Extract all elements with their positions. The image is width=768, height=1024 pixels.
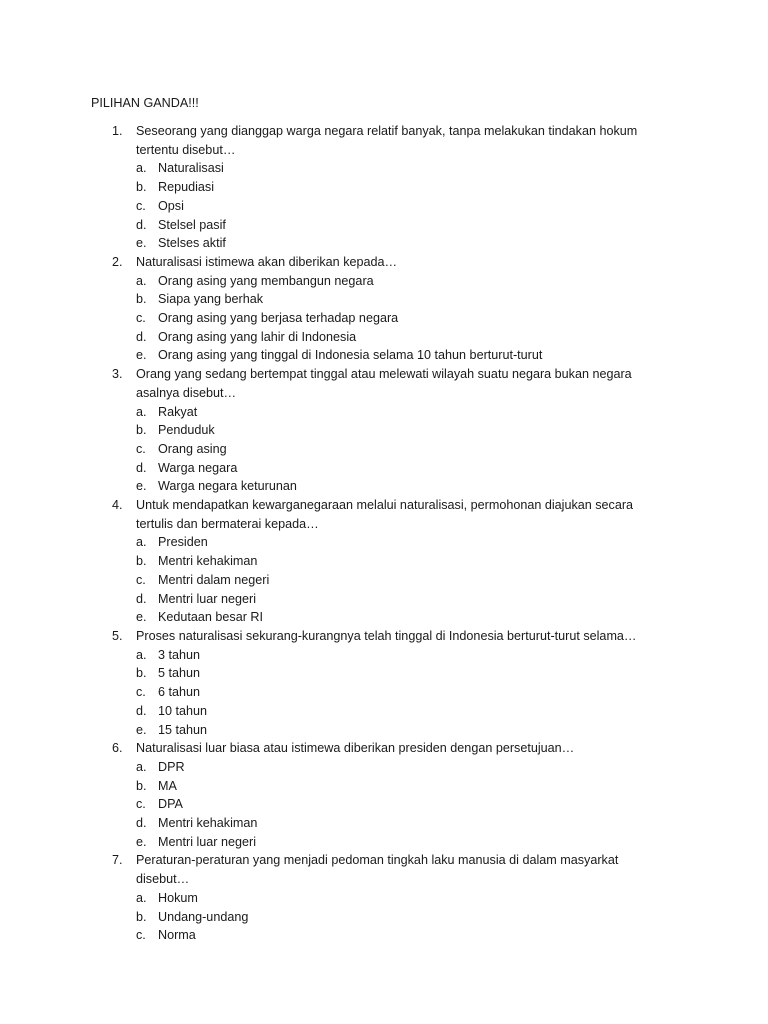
question-text: Naturalisasi istimewa akan diberikan kepada… [136,254,398,269]
answer-option [136,328,656,347]
option-text: Penduduk [158,423,215,438]
option-text: Orang asing yang lahir di Indonesia [158,329,357,344]
answer-option [136,403,656,422]
option-text: 3 tahun [158,647,201,662]
option-text: Kedutaan besar RI [158,610,264,625]
option-text: 5 tahun [158,666,201,681]
question-text: Orang yang sedang bertempat tinggal atau melewati wilayah suatu negara bukan negara asalnya disebut… [136,367,632,400]
answer-option [136,664,656,683]
answer-option [136,758,656,777]
option-text: 6 tahun [158,685,201,700]
answer-option [136,178,656,197]
answer-option [136,459,656,478]
question-number: 4. [112,498,123,513]
option-letter: e. [136,348,147,363]
option-text: Norma [158,928,196,943]
option-letter: c. [136,441,146,456]
question-number: 6. [112,741,123,756]
option-text: Hokum [158,890,198,905]
option-text: Orang asing yang membangun negara [158,273,374,288]
answer-option [136,702,656,721]
answer-option [136,552,656,571]
question-number: 1. [112,124,123,138]
option-letter: b. [136,180,147,195]
option-letter: b. [136,292,147,307]
option-letter: a. [136,890,147,905]
option-letter: c. [136,685,146,700]
option-letter: c. [136,928,146,943]
option-text: Stelses aktif [158,236,226,251]
question-number: 5. [112,628,123,643]
option-text: Mentri luar negeri [158,834,256,849]
answer-option [136,571,656,590]
option-text: Mentri dalam negeri [158,572,270,587]
document-title: PILIHAN GANDA!!! [91,96,199,110]
question-number: 7. [112,853,123,868]
option-text: Warga negara [158,460,238,475]
option-letter: a. [136,535,147,550]
answer-option [136,590,656,609]
answer-option [136,608,656,627]
answer-option [136,421,656,440]
option-letter: e. [136,479,147,494]
option-text: Warga negara keturunan [158,479,297,494]
answer-option [136,440,656,459]
question-number: 2. [112,254,123,269]
option-text: Mentri luar negeri [158,591,256,606]
option-letter: d. [136,591,147,606]
option-letter: c. [136,198,146,213]
option-list [136,758,656,852]
option-list [136,533,656,627]
option-letter: b. [136,778,147,793]
option-list [136,889,656,945]
option-letter: c. [136,797,146,812]
answer-option [136,234,656,253]
answer-option [136,908,656,927]
option-text: Siapa yang berhak [158,292,264,307]
answer-option [136,926,656,945]
option-text: Stelsel pasif [158,217,226,232]
question-text: Seseorang yang dianggap warga negara relatif banyak, tanpa melakukan tindakan hokum tertentu disebut… [136,124,638,157]
option-letter: c. [136,572,146,587]
option-letter: a. [136,759,147,774]
question-text: Naturalisasi luar biasa atau istimewa diberikan presiden dengan persetujuan… [136,741,575,756]
option-text: Repudiasi [158,180,215,195]
option-letter: d. [136,816,147,831]
option-letter: e. [136,610,147,625]
question-number: 3. [112,367,123,382]
answer-option [136,721,656,740]
option-text: Orang asing [158,441,227,456]
option-letter: b. [136,423,147,438]
question-item [0,627,656,739]
option-text: Mentri kehakiman [158,816,258,831]
question-item [0,739,656,851]
answer-option [136,533,656,552]
answer-option [136,646,656,665]
answer-option [136,477,656,496]
option-letter: d. [136,329,147,344]
option-letter: e. [136,834,147,849]
option-letter: b. [136,909,147,924]
option-letter: e. [136,722,147,737]
question-text: Proses naturalisasi sekurang-kurangnya telah tinggal di Indonesia berturut-turut selama… [136,628,637,643]
option-text: Mentri kehakiman [158,554,258,569]
option-letter: b. [136,554,147,569]
answer-option [136,309,656,328]
option-text: 15 tahun [158,722,208,737]
option-letter: d. [136,217,147,232]
question-list [0,122,768,945]
option-text: Orang asing yang berjasa terhadap negara [158,311,399,326]
option-text: Presiden [158,535,208,550]
answer-option [136,795,656,814]
option-list [136,646,656,740]
question-item [0,365,656,496]
option-list [136,403,656,497]
option-text: Orang asing yang tinggal di Indonesia selama 10 tahun berturut-turut [158,348,543,363]
answer-option [136,197,656,216]
option-text: Naturalisasi [158,161,224,176]
option-letter: c. [136,311,146,326]
answer-option [136,216,656,235]
answer-option [136,889,656,908]
option-text: Rakyat [158,404,198,419]
option-text: 10 tahun [158,703,208,718]
option-text: Opsi [158,198,184,213]
question-item [0,122,656,253]
option-list [136,272,656,366]
option-letter: a. [136,404,147,419]
option-letter: a. [136,161,147,176]
option-letter: a. [136,647,147,662]
answer-option [136,833,656,852]
answer-option [136,683,656,702]
answer-option [136,159,656,178]
option-text: DPR [158,759,185,774]
option-text: DPA [158,797,183,812]
option-list [136,159,656,253]
question-text: Peraturan-peraturan yang menjadi pedoman tingkah laku manusia di dalam masyarkat disebut… [136,853,619,887]
option-letter: e. [136,236,147,251]
option-letter: a. [136,273,147,288]
answer-option [136,814,656,833]
question-item [0,496,656,627]
question-item [0,851,656,945]
option-letter: d. [136,703,147,718]
option-letter: b. [136,666,147,681]
answer-option [136,346,656,365]
answer-option [136,777,656,796]
answer-option [136,272,656,291]
option-text: MA [158,778,177,793]
question-text: Untuk mendapatkan kewarganegaraan melalui naturalisasi, permohonan diajukan secara tertulis dan bermaterai kepada… [136,498,634,531]
question-item [0,253,656,365]
option-letter: d. [136,460,147,475]
answer-option [136,290,656,309]
option-text: Undang-undang [158,909,249,924]
